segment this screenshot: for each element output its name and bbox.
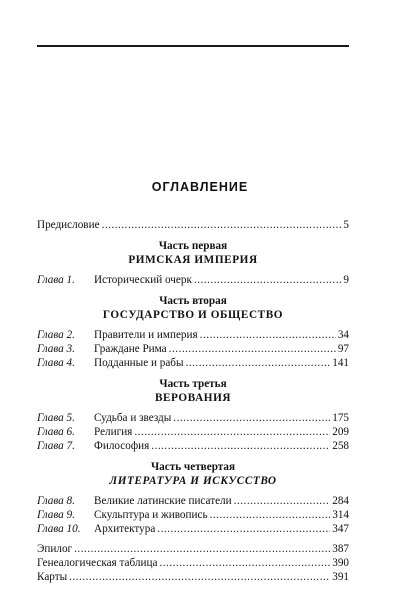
top-rule	[37, 45, 349, 47]
entry-title: Правители и империя	[94, 329, 198, 341]
entry-title: Предисловие	[37, 219, 100, 231]
entry-title: Подданные и рабы	[94, 357, 184, 369]
dot-leader	[200, 328, 336, 342]
chapter-number: Глава 2.	[37, 329, 75, 341]
page-number: 347	[332, 523, 349, 535]
page-number: 258	[332, 440, 349, 452]
toc-entry-chapter-7[interactable]	[37, 439, 349, 453]
entry-title: Генеалогическая таблица	[37, 557, 158, 569]
part-heading-4	[37, 460, 349, 488]
dot-leader	[134, 425, 330, 439]
page-number: 209	[332, 426, 349, 438]
entry-title: Карты	[37, 571, 68, 583]
toc-entry-genealogy[interactable]	[37, 556, 349, 570]
dot-leader	[194, 273, 341, 287]
dot-leader	[186, 356, 331, 370]
page-number: 5	[343, 219, 349, 231]
part-label: Часть вторая	[159, 295, 227, 307]
toc-entry-maps[interactable]	[37, 570, 349, 584]
entry-title: Исторический очерк	[94, 274, 192, 286]
toc-entry-chapter-3[interactable]	[37, 342, 349, 356]
part-title: ГОСУДАРСТВО И ОБЩЕСТВО	[102, 309, 284, 321]
chapter-number: Глава 3.	[37, 343, 75, 355]
page-number: 284	[332, 495, 349, 507]
part-label: Часть первая	[158, 240, 228, 252]
chapter-number: Глава 9.	[37, 509, 75, 521]
dot-leader	[157, 522, 330, 536]
chapter-number: Глава 4.	[37, 357, 75, 369]
toc-entry-chapter-9[interactable]	[37, 508, 349, 522]
part-title: ЛИТЕРАТУРА И ИСКУССТВО	[109, 475, 277, 487]
page-number: 391	[332, 571, 349, 583]
dot-leader	[173, 411, 330, 425]
page-number: 314	[332, 509, 349, 521]
dot-leader	[159, 556, 330, 570]
dot-leader	[102, 218, 342, 232]
toc-heading: ОГЛАВЛЕНИЕ	[151, 180, 249, 194]
part-label: Часть четвертая	[150, 461, 236, 473]
page-number: 141	[332, 357, 349, 369]
entry-title: Философия	[94, 440, 150, 452]
dot-leader	[210, 508, 331, 522]
toc-entry-chapter-10[interactable]	[37, 522, 349, 536]
chapter-number: Глава 8.	[37, 495, 75, 507]
toc-entry-chapter-1[interactable]	[37, 273, 349, 287]
toc-entry-chapter-2[interactable]	[37, 328, 349, 342]
toc-entry-chapter-8[interactable]	[37, 494, 349, 508]
entry-title: Архитектура	[94, 523, 156, 535]
part-heading-1	[37, 239, 349, 267]
chapter-number: Глава 6.	[37, 426, 75, 438]
table-of-contents	[37, 218, 349, 584]
dot-leader	[69, 570, 330, 584]
entry-title: Судьба и звезды	[94, 412, 172, 424]
part-title: ВЕРОВАНИЯ	[154, 392, 232, 404]
entry-title: Эпилог	[37, 543, 73, 555]
dot-leader	[151, 439, 330, 453]
toc-entry-chapter-5[interactable]	[37, 411, 349, 425]
page-number: 34	[337, 329, 349, 341]
toc-entry-chapter-4[interactable]	[37, 356, 349, 370]
entry-title: Граждане Рима	[94, 343, 167, 355]
chapter-number: Глава 7.	[37, 440, 75, 452]
entry-title: Скульптура и живопись	[94, 509, 208, 521]
part-title: РИМСКАЯ ИМПЕРИЯ	[128, 254, 258, 266]
page-number: 175	[332, 412, 349, 424]
page-number: 387	[332, 543, 349, 555]
dot-leader	[169, 342, 336, 356]
page-number: 97	[337, 343, 349, 355]
part-label: Часть третья	[159, 378, 227, 390]
chapter-number: Глава 5.	[37, 412, 75, 424]
chapter-number: Глава 1.	[37, 274, 75, 286]
page-number: 390	[332, 557, 349, 569]
entry-title: Великие латинские писатели	[94, 495, 232, 507]
chapter-number: Глава 10.	[37, 523, 81, 535]
toc-entry-epilogue[interactable]	[37, 542, 349, 556]
part-heading-3	[37, 377, 349, 405]
dot-leader	[74, 542, 330, 556]
page-number: 9	[343, 274, 349, 286]
entry-title: Религия	[94, 426, 133, 438]
part-heading-2	[37, 294, 349, 322]
toc-entry-preface[interactable]	[37, 218, 349, 232]
toc-entry-chapter-6[interactable]	[37, 425, 349, 439]
dot-leader	[234, 494, 331, 508]
